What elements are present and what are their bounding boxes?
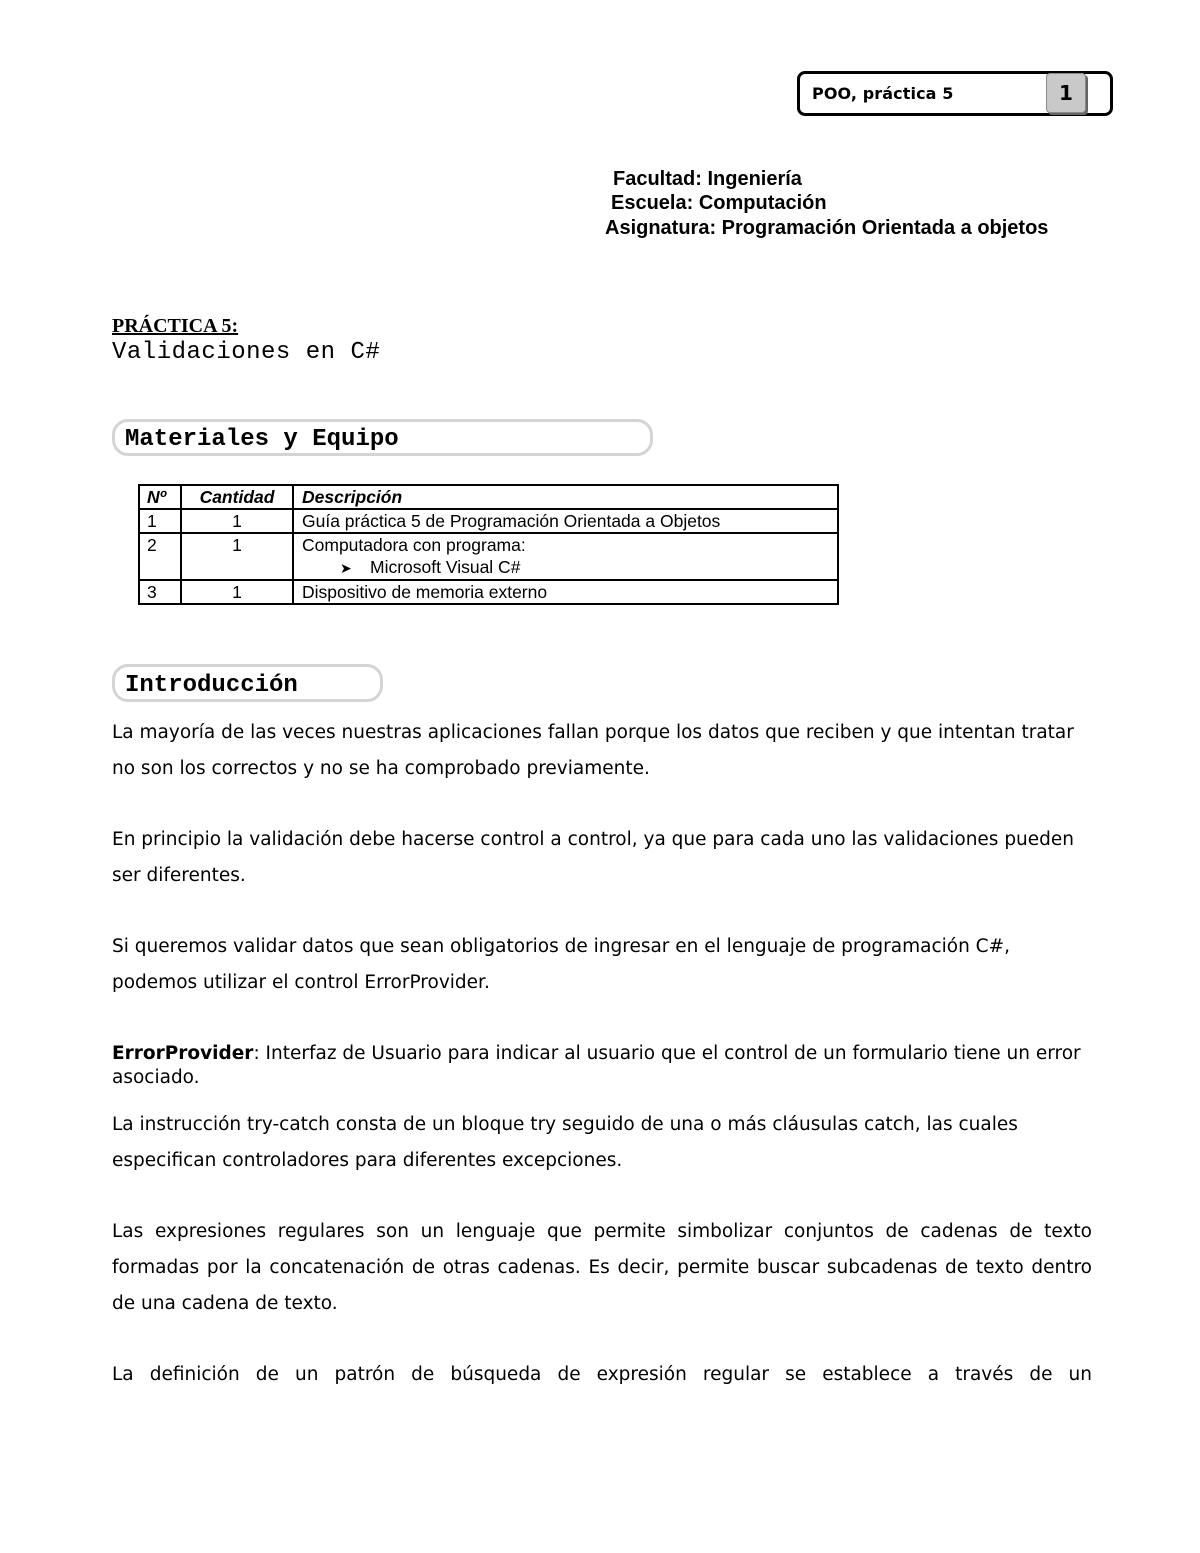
cell-quantity: 1 xyxy=(181,509,293,533)
errorprovider-term: ErrorProvider xyxy=(112,1043,254,1064)
table-row xyxy=(139,533,838,580)
col-header-description: Descripción xyxy=(293,485,838,509)
materials-heading-text: Materiales y Equipo xyxy=(125,426,399,453)
table-row xyxy=(139,580,838,604)
errorprovider-definition: : Interfaz de Usuario para indicar al usuario que el control de un formulario tiene un error asociado. xyxy=(112,1043,1081,1088)
intro-paragraph-4 xyxy=(112,1042,1092,1090)
cell-description-main: Computadora con programa: xyxy=(302,535,526,555)
practice-title: PRÁCTICA 5: xyxy=(112,315,239,337)
school-line: Escuela: Computación xyxy=(611,192,827,214)
bullet-text: Microsoft Visual C# xyxy=(370,557,521,577)
intro-paragraph-6: Las expresiones regulares son un lenguaje que permite simbolizar conjuntos de cadenas de texto formadas por la concatenación de otras cadenas. Es decir, permite buscar subcadenas de texto dentro de una cadena de texto. xyxy=(112,1221,1092,1314)
intro-heading xyxy=(112,664,383,702)
table-row xyxy=(139,509,838,533)
arrow-bullet-icon: ➤ xyxy=(340,560,352,576)
intro-paragraph-1: La mayoría de las veces nuestras aplicaciones fallan porque los datos que reciben y que intentan tratar no son los correctos y no se ha comprobado previamente. xyxy=(112,722,1074,779)
cell-number: 2 xyxy=(139,533,181,580)
cell-description xyxy=(293,533,838,580)
cell-number: 3 xyxy=(139,580,181,604)
intro-paragraph-5: La instrucción try-catch consta de un bloque try seguido de una o más cláusulas catch, las cuales especifican controladores para diferentes excepciones. xyxy=(112,1114,1018,1171)
intro-paragraph-7: La definición de un patrón de búsqueda de expresión regular se establece a través de un xyxy=(112,1364,1092,1385)
subject-line: Asignatura: Programación Orientada a objetos xyxy=(605,217,1049,239)
cell-number: 1 xyxy=(139,509,181,533)
cell-quantity: 1 xyxy=(181,580,293,604)
faculty-line: Facultad: Ingeniería xyxy=(613,168,802,190)
materials-heading xyxy=(112,419,653,456)
page-number-badge: 1 xyxy=(1046,73,1086,113)
col-header-quantity: Cantidad xyxy=(181,485,293,509)
intro-heading-text: Introducción xyxy=(125,671,298,699)
col-header-number: Nº xyxy=(139,485,181,509)
cell-description-bullet xyxy=(302,556,829,579)
table-header-row xyxy=(139,485,838,509)
practice-subtitle: Validaciones en C# xyxy=(112,339,381,366)
header-tag-text: POO, práctica 5 xyxy=(812,84,954,103)
intro-paragraph-2: En principio la validación debe hacerse control a control, ya que para cada uno las validaciones pueden ser diferentes. xyxy=(112,829,1075,886)
cell-quantity: 1 xyxy=(181,533,293,580)
intro-paragraph-3: Si queremos validar datos que sean obligatorios de ingresar en el lenguaje de programación C#, podemos utilizar el control ErrorProvider. xyxy=(112,936,1010,993)
materials-table xyxy=(138,484,839,605)
cell-description: Guía práctica 5 de Programación Orientada a Objetos xyxy=(293,509,838,533)
cell-description: Dispositivo de memoria externo xyxy=(293,580,838,604)
